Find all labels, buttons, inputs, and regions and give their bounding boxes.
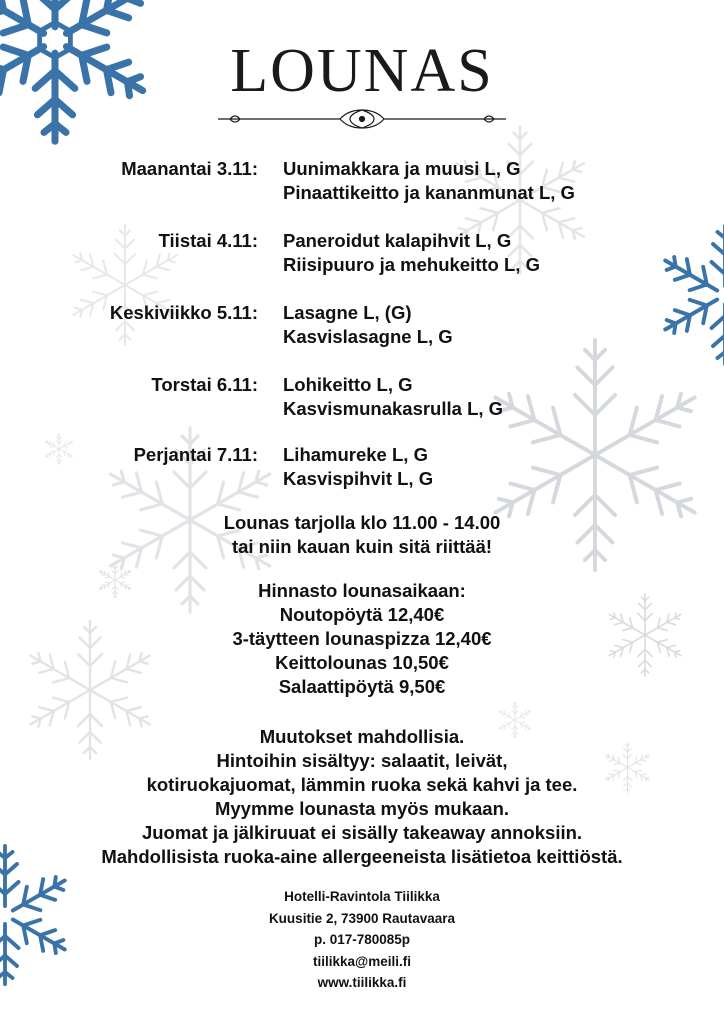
restaurant-email: tiilikka@meili.fi: [313, 953, 411, 969]
menu-row: [0, 373, 724, 421]
menu-day: Torstai 6.11:: [151, 374, 258, 395]
note-line: Mahdollisista ruoka-aine allergeeneista lisätietoa keittiöstä.: [101, 846, 623, 867]
menu-dish: Lohikeitto L, G: [283, 374, 413, 395]
menu-dish: Paneroidut kalapihvit L, G: [283, 230, 512, 251]
restaurant-name: Hotelli-Ravintola Tiilikka: [284, 889, 440, 904]
menu-dish: Uunimakkara ja muusi L, G: [283, 158, 521, 179]
contact-block: [0, 886, 724, 994]
menu-dishes: [283, 301, 453, 349]
menu-row: [0, 157, 724, 205]
menu-dish: Lihamureke L, G: [283, 444, 428, 465]
menu-dish: Kasvispihvit L, G: [283, 468, 434, 489]
pricing-heading: Hinnasto lounasaikaan:: [258, 580, 466, 601]
restaurant-phone: p. 017-780085p: [313, 932, 411, 947]
notes-block: [0, 725, 724, 869]
menu-row: [0, 229, 724, 277]
serving-line: Lounas tarjolla klo 11.00 - 14.00: [223, 512, 501, 533]
menu-dishes: [283, 373, 503, 421]
price-item: 3-täytteen lounaspizza 12,40€: [232, 628, 492, 649]
menu-dish: Lasagne L, (G): [283, 302, 412, 323]
price-item: Keittolounas 10,50€: [275, 652, 449, 673]
menu-row: [0, 443, 724, 491]
price-item: Salaattipöytä 9,50€: [278, 676, 446, 697]
menu-dishes: [283, 443, 433, 491]
menu-day: Tiistai 4.11:: [158, 230, 258, 251]
note-line: kotiruokajuomat, lämmin ruoka sekä kahvi ja tee.: [146, 774, 578, 795]
restaurant-website: www.tiilikka.fi: [317, 975, 407, 990]
page-title: LOUNAS: [230, 37, 494, 105]
divider-ornament-icon: [218, 106, 506, 132]
serving-info: [0, 511, 724, 559]
menu-dishes: [283, 229, 540, 277]
menu-dishes: [283, 157, 575, 205]
note-line: Hintoihin sisältyy: salaatit, leivät,: [216, 750, 508, 771]
menu-dish: Riisipuuro ja mehukeitto L, G: [283, 254, 540, 275]
menu-dish: Kasvismunakasrulla L, G: [283, 398, 504, 419]
menu-day: Maanantai 3.11:: [121, 158, 258, 179]
menu-dish: Kasvislasagne L, G: [283, 326, 453, 347]
serving-line: tai niin kauan kuin sitä riittää!: [231, 536, 493, 557]
note-line: Juomat ja jälkiruuat ei sisälly takeaway annoksiin.: [141, 822, 583, 843]
menu-dish: Pinaattikeitto ja kananmunat L, G: [283, 182, 575, 203]
note-line: Myymme lounasta myös mukaan.: [214, 798, 510, 819]
price-item: Noutopöytä 12,40€: [279, 604, 445, 625]
menu-day: Perjantai 7.11:: [133, 444, 258, 465]
menu-day: Keskiviikko 5.11:: [109, 302, 258, 323]
note-line: Muutokset mahdollisia.: [259, 726, 465, 747]
menu-row: [0, 301, 724, 349]
pricing-block: [0, 579, 724, 699]
restaurant-address: Kuusitie 2, 73900 Rautavaara: [268, 910, 456, 926]
